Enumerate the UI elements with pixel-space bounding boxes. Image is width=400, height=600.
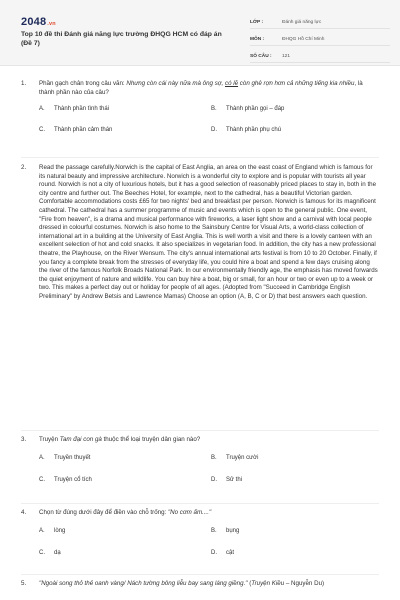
reading-passage: Read the passage carefully.Norwich is the capital of East Anglia, an area on the east coast of England which is famous for its natural beauty and impressive architecture. Norwich is a wonderful city to explore and is popular with tourists all year round. Norwich is not a city of luxurious hotels, but it has a good selection of reasonably priced places to stay in, both in the city centre and further out. The Beeches Hotel, for example, next to the cathedral, has a beautiful Victorian garden. Comfortable accommodations costs £65 for two nights' bed and breakfast per person. Norwich is famous for its magnificent cathedral. The cathedral has a summer programme of music and events which is open to the general public. One event, "Fire from heaven", is a drama and musical performance with fireworks, a laser light show and a carnival with local people dressed in colourful costumes. Norwich is also home to the Sainsbury Centre for Visual Arts, a world-class collection of international art in a building at the University of East Anglia. This is well worth a visit and there is a lovely canteen with an excellent selection of hot and cold snacks. It also specializes in vegetarian food. In addition, the city has a new professional theatre, the Playhouse, on the River Wensum. The city's annual international arts festival is from 10 to 20 October. Finally, if you fancy a complete break from the stresses of everyday life, you could hire a boat and spend a few days cruising along the river of the famous Norfolk Broads National Park. In our environmentally friendly age, the emphasis has moved forwards the quiet enjoyment of nature and wildlife. You can buy hire a boat, big or small, for an hour or two or even up to a week or two. This makes a perfect day out or holiday for people of all ages. (Adopted from "Succeed in Cambridge English Preliminary" by Andrew Betsis and Lawrence Mamas) Choose an option (A, B, C or D) that best answers each question. (39, 164, 378, 300)
document-header (0, 0, 400, 66)
question-number: 3. (21, 436, 27, 443)
question-3 (21, 436, 379, 491)
divider (21, 503, 379, 504)
question-text: "Ngoài song thỏ thẻ oanh vàng/ Nách tường bông liễu bay sang láng giềng." (Truyện Kiều – Nguyễn Du) (39, 580, 325, 587)
divider (21, 574, 379, 575)
option-d[interactable]: D. Thành phần phụ chú (211, 127, 282, 133)
option-d[interactable]: D. Sử thi (211, 476, 243, 483)
answer-options (39, 522, 379, 562)
option-a[interactable]: A. Truyền thuyết (39, 454, 91, 461)
document-title: Top 10 đề thi Đánh giá năng lực trường ĐHQG HCM có đáp án (Đề 7) (21, 31, 222, 47)
meta-value: Đánh giá năng lực (282, 19, 322, 25)
option-b[interactable]: B. bụng (211, 527, 240, 534)
divider (21, 157, 379, 158)
question-4 (21, 509, 379, 562)
option-c[interactable]: C. Truyện cổ tích (39, 476, 92, 483)
divider (21, 430, 379, 431)
meta-label: LỚP : (250, 19, 264, 25)
option-b[interactable]: B. Truyện cười (211, 454, 259, 461)
option-a[interactable]: A. Thành phần tình thái (39, 106, 110, 112)
meta-row-subject (250, 33, 390, 46)
answer-options (39, 449, 379, 491)
option-c[interactable]: C. dạ (39, 549, 61, 556)
answer-options (39, 101, 379, 141)
question-text: Chọn từ đúng dưới đây để điền vào chỗ trống: "No cơm ấm...." (39, 509, 212, 516)
question-text: Truyện Tam đại con gà thuộc thể loại truyện dân gian nào? (39, 436, 201, 443)
meta-label: SỐ CÂU : (250, 53, 272, 59)
meta-label: MÔN : (250, 36, 265, 42)
question-number: 4. (21, 509, 27, 516)
question-5 (21, 580, 379, 589)
question-number: 2. (21, 164, 27, 171)
option-a[interactable]: A. lòng (39, 527, 66, 534)
question-2 (21, 164, 379, 302)
question-1 (21, 80, 379, 141)
option-b[interactable]: B. Thành phần gọi – đáp (211, 106, 285, 112)
meta-value: 121 (282, 53, 291, 59)
question-number: 1. (21, 80, 27, 87)
meta-row-question-count (250, 50, 390, 63)
question-number: 5. (21, 580, 27, 587)
question-text: Phần gạch chân trong câu văn: Nhưng còn cái này nữa mà ông sợ, có lẽ còn ghê rợn hơn cả những tiếng kia nhiều, là thành phần nào của câu? (39, 80, 363, 96)
meta-row-class (250, 16, 390, 29)
option-d[interactable]: D. cật (211, 549, 235, 556)
option-c[interactable]: C. Thành phần cảm thán (39, 127, 113, 133)
site-logo[interactable]: 2048.vn (21, 16, 56, 28)
document-meta (250, 16, 390, 67)
meta-value: ĐHQG Hồ Chí Minh (282, 36, 325, 42)
